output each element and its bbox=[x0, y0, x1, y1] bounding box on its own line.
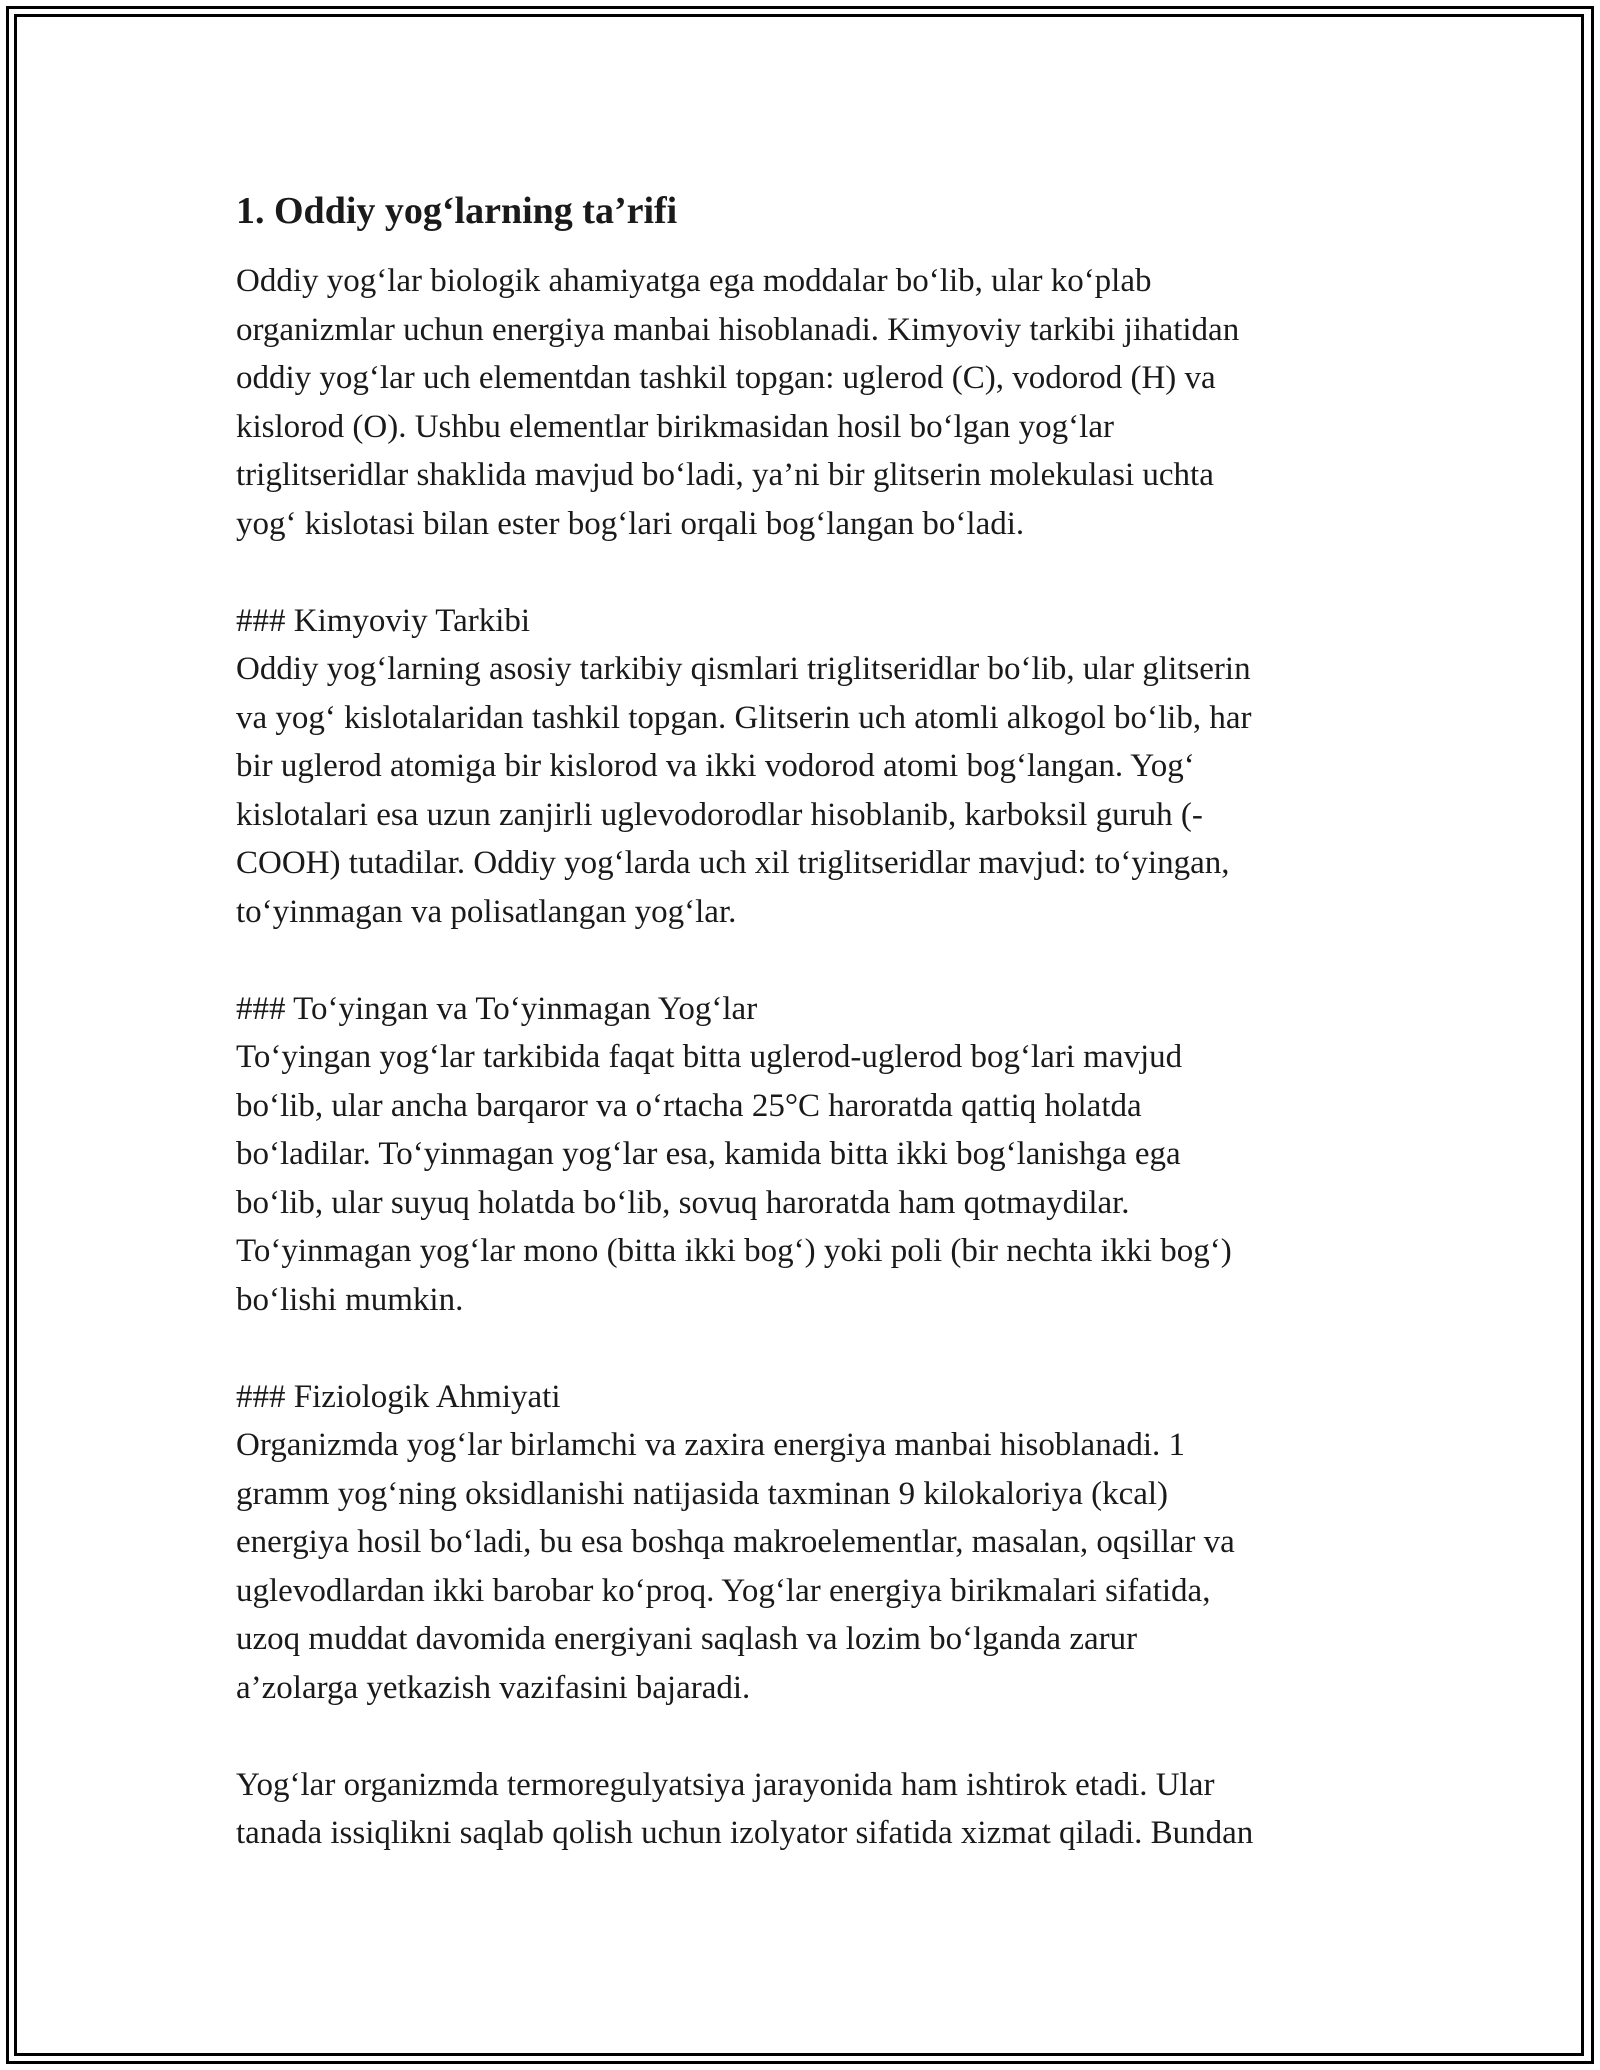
text-line: bo‘lib, ular ancha barqaror va o‘rtacha 25°C haroratda qattiq holatda bbox=[236, 1087, 1142, 1124]
document-body bbox=[236, 186, 1386, 1858]
paragraph-gap bbox=[236, 1324, 1386, 1373]
text-line: kislorod (O). Ushbu elementlar birikmasidan hosil bo‘lgan yog‘lar bbox=[236, 408, 1114, 445]
text-line: Oddiy yog‘lar biologik ahamiyatga ega moddalar bo‘lib, ular ko‘plab bbox=[236, 263, 1152, 299]
text-line: kislotalari esa uzun zanjirli uglevodorodlar hisoblanib, karboksil guruh (- bbox=[236, 796, 1203, 833]
text-line: energiya hosil bo‘ladi, bu esa boshqa makroelementlar, masalan, oqsillar va bbox=[236, 1524, 1235, 1560]
text-line: tanada issiqlikni saqlab qolish uchun izolyator sifatida xizmat qiladi. Bundan bbox=[236, 1815, 1254, 1851]
paragraph-gap bbox=[236, 548, 1386, 597]
section-heading: ### Kimyoviy Tarkibi bbox=[236, 602, 531, 639]
intro-paragraph bbox=[236, 257, 1386, 548]
section-toyingan-toyinmagan bbox=[236, 985, 1386, 1325]
text-line: Yog‘lar organizmda termoregulyatsiya jarayonida ham ishtirok etadi. Ular bbox=[236, 1766, 1215, 1803]
text-line: va yog‘ kislotalaridan tashkil topgan. Glitserin uch atomli alkogol bo‘lib, har bbox=[236, 699, 1252, 736]
text-line: bir uglerod atomiga bir kislorod va ikki vodorod atomi bog‘langan. Yog‘ bbox=[236, 748, 1195, 784]
text-line: uglevodlardan ikki barobar ko‘proq. Yog‘lar energiya birikmalari sifatida, bbox=[236, 1572, 1211, 1609]
text-line: bo‘ladilar. To‘yinmagan yog‘lar esa, kamida bitta ikki bog‘lanishga ega bbox=[236, 1136, 1181, 1172]
text-line: Organizmda yog‘lar birlamchi va zaxira energiya manbai hisoblanadi. 1 bbox=[236, 1427, 1186, 1463]
section-heading: ### Fiziologik Ahmiyati bbox=[236, 1378, 561, 1415]
section-fiziologik-ahmiyati bbox=[236, 1373, 1386, 1713]
text-line: yog‘ kislotasi bilan ester bog‘lari orqali bog‘langan bo‘ladi. bbox=[236, 505, 1025, 542]
text-line: a’zolarga yetkazish vazifasini bajaradi. bbox=[236, 1669, 751, 1706]
text-line: uzoq muddat davomida energiyani saqlash va lozim bo‘lganda zarur bbox=[236, 1621, 1138, 1657]
closing-paragraph bbox=[236, 1761, 1386, 1858]
text-line: bo‘lib, ular suyuq holatda bo‘lib, sovuq haroratda ham qotmaydilar. bbox=[236, 1184, 1130, 1221]
text-line: to‘yinmagan va polisatlangan yog‘lar. bbox=[236, 893, 737, 930]
text-line: Oddiy yog‘larning asosiy tarkibiy qismlari triglitseridlar bo‘lib, ular glitserin bbox=[236, 651, 1251, 687]
text-line: COOH) tutadilar. Oddiy yog‘larda uch xil triglitseridlar mavjud: to‘yingan, bbox=[236, 845, 1230, 881]
section-kimyoviy-tarkibi bbox=[236, 597, 1386, 937]
text-line: organizmlar uchun energiya manbai hisoblanadi. Kimyoviy tarkibi jihatidan bbox=[236, 311, 1240, 348]
text-line: To‘yinmagan yog‘lar mono (bitta ikki bog‘) yoki poli (bir nechta ikki bog‘) bbox=[236, 1233, 1232, 1269]
document-title: 1. Oddiy yog‘larning ta’rifi bbox=[236, 190, 678, 232]
paragraph-gap bbox=[236, 1712, 1386, 1761]
paragraph-gap bbox=[236, 936, 1386, 985]
text-line: gramm yog‘ning oksidlanishi natijasida taxminan 9 kilokaloriya (kcal) bbox=[236, 1475, 1169, 1512]
text-line: bo‘lishi mumkin. bbox=[236, 1281, 464, 1318]
section-heading: ### To‘yingan va To‘yinmagan Yog‘lar bbox=[236, 990, 758, 1027]
text-line: triglitseridlar shaklida mavjud bo‘ladi, ya’ni bir glitserin molekulasi uchta bbox=[236, 457, 1214, 493]
text-line: oddiy yog‘lar uch elementdan tashkil topgan: uglerod (C), vodorod (H) va bbox=[236, 360, 1216, 396]
text-line: To‘yingan yog‘lar tarkibida faqat bitta uglerod-uglerod bog‘lari mavjud bbox=[236, 1039, 1183, 1075]
